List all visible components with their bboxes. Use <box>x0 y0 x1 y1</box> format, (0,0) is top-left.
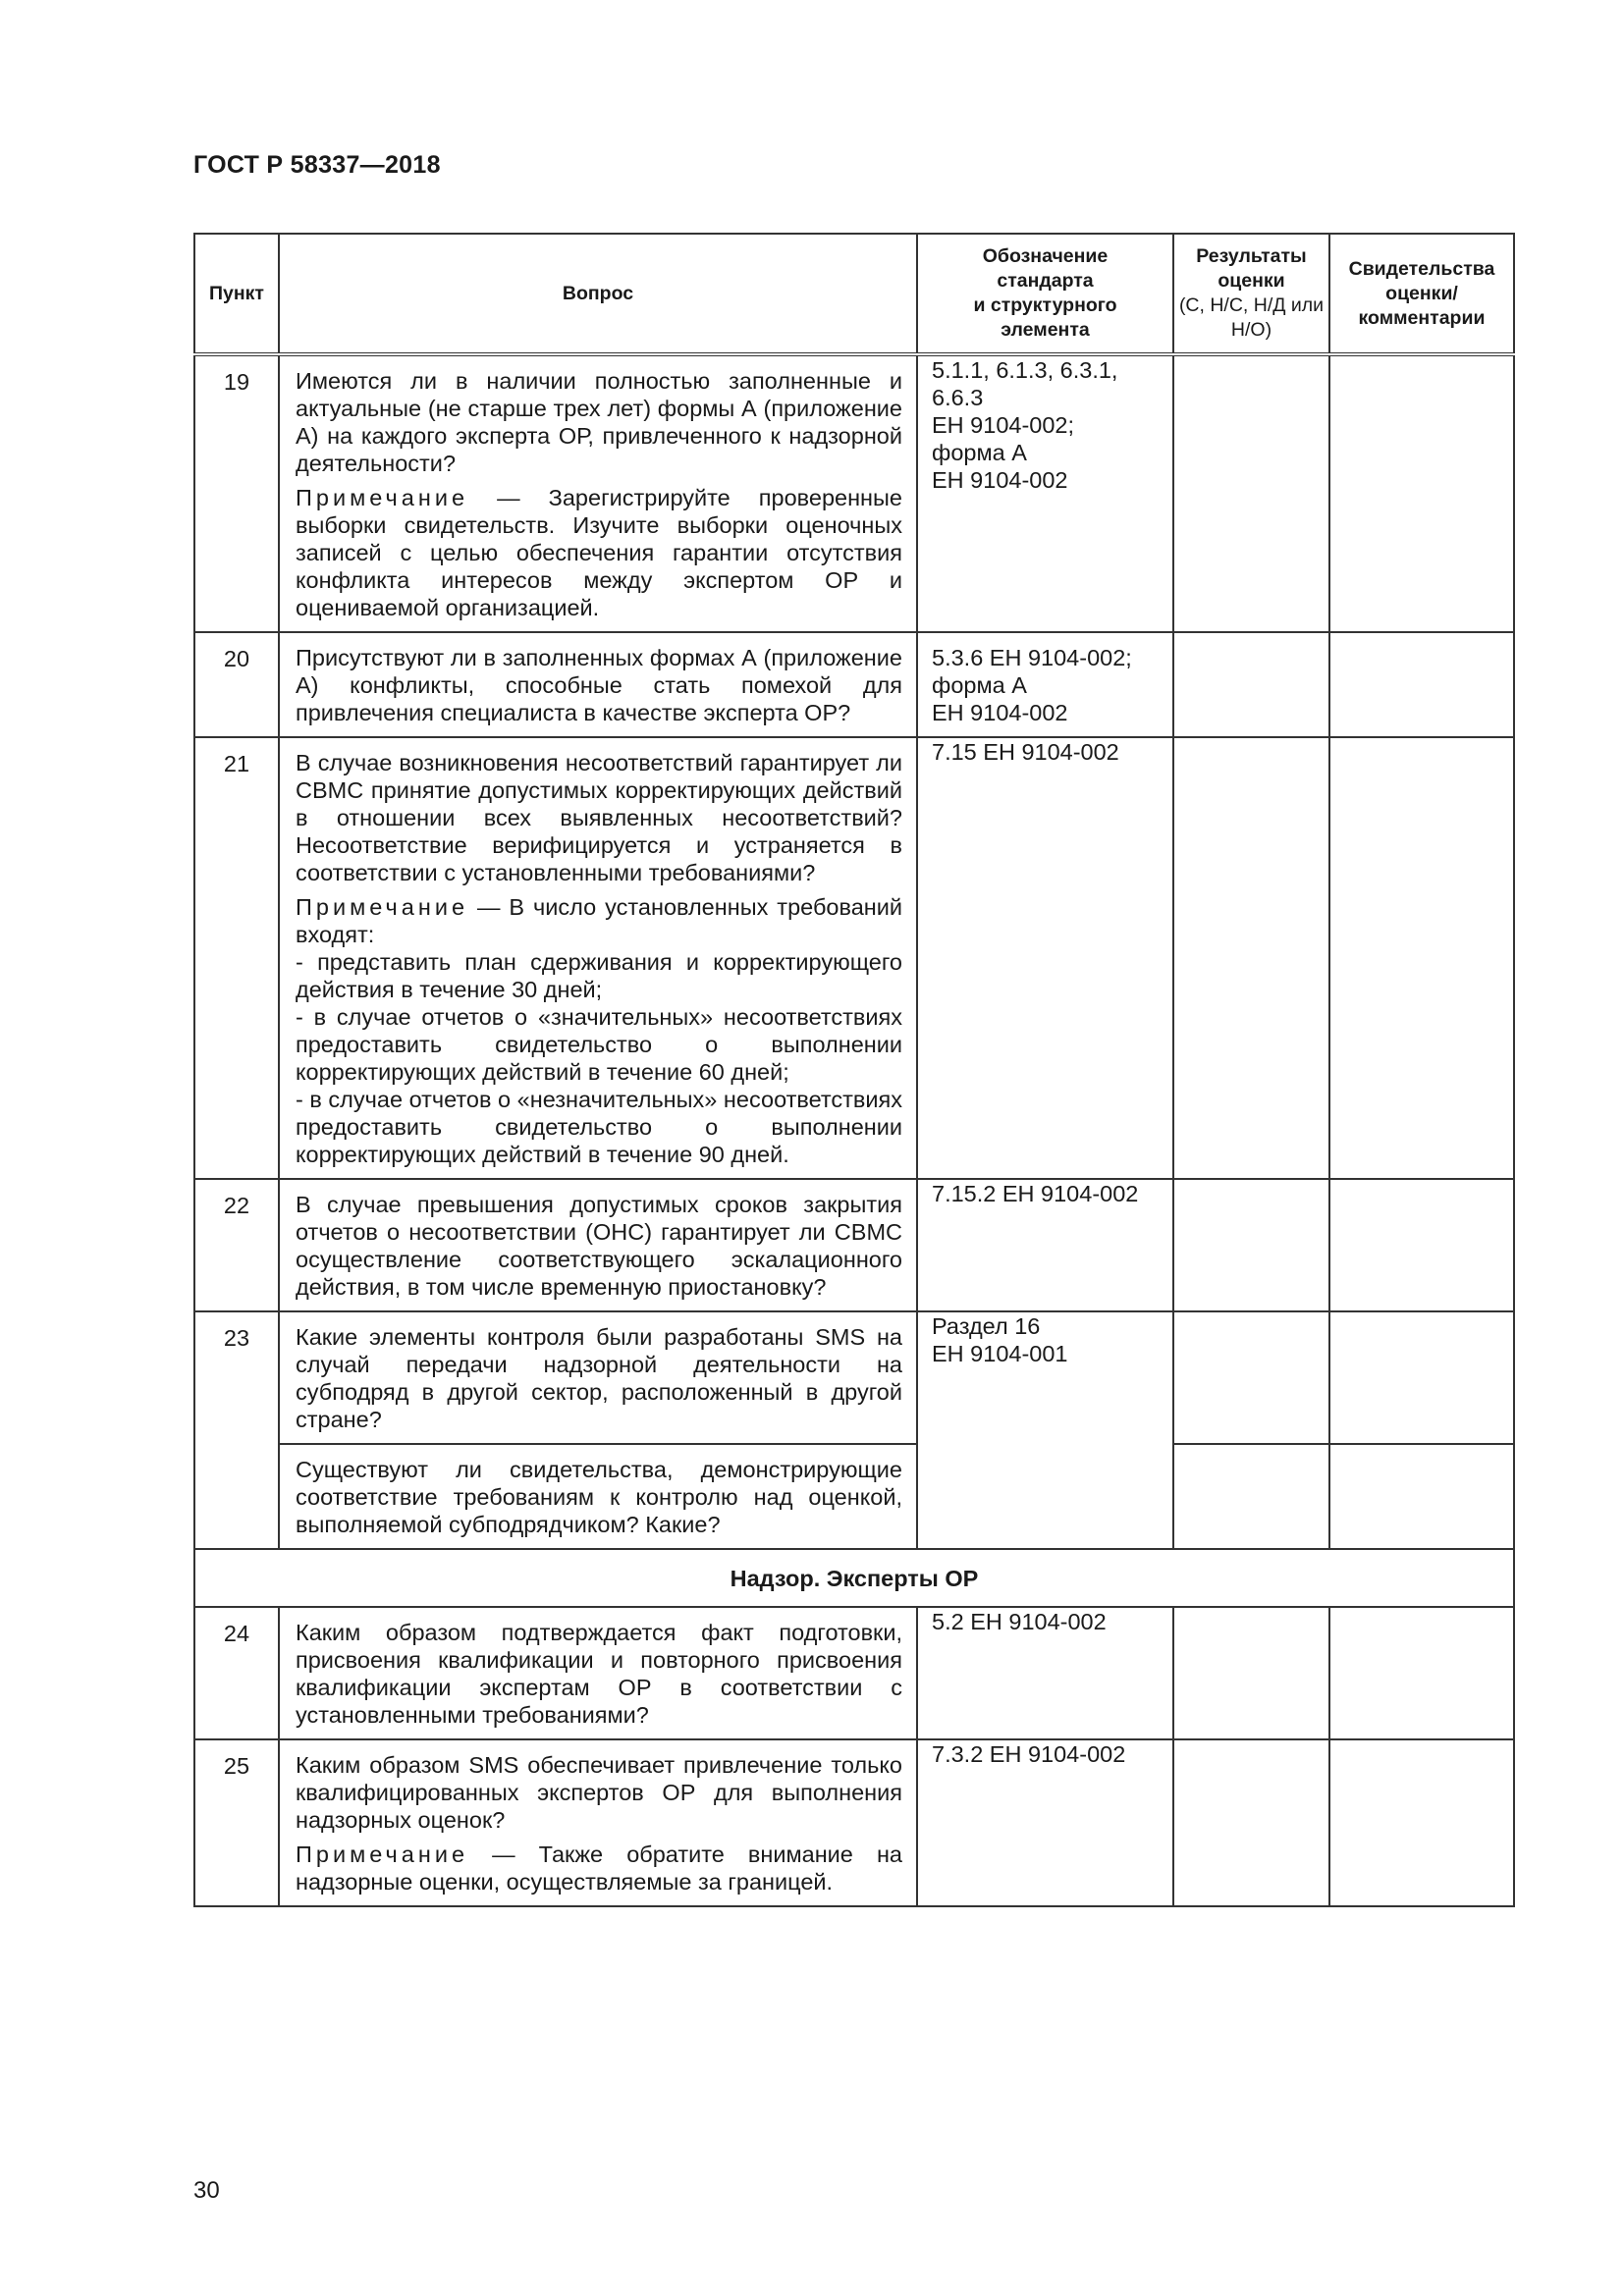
evidence-cell[interactable] <box>1329 1311 1514 1444</box>
standard-cell: 5.2 ЕН 9104-002 <box>917 1607 1173 1739</box>
table-row <box>194 737 1514 1179</box>
question-text: Существуют ли свидетельства, демонстрирующие соответствие требованиям к контролю над оценкой, выполняемой субподрядчиком? Какие? <box>296 1457 902 1537</box>
header-question: Вопрос <box>279 234 917 354</box>
note-list-item: - представить план сдерживания и корректирующего действия в течение 30 дней; <box>296 949 902 1002</box>
standard-cell: Раздел 16 ЕН 9104-001 <box>917 1311 1173 1549</box>
note-list-item: - в случае отчетов о «незначительных» несоответствиях предоставить свидетельство о выполнении корректирующих действий в течение 90 дней. <box>296 1087 902 1167</box>
evidence-cell[interactable] <box>1329 632 1514 737</box>
table-row <box>194 1607 1514 1739</box>
standard-cell: 7.15 ЕН 9104-002 <box>917 737 1173 1179</box>
results-cell[interactable] <box>1173 1607 1329 1739</box>
table-header-row <box>194 234 1514 354</box>
question-cell <box>279 1444 917 1549</box>
results-cell[interactable] <box>1173 354 1329 632</box>
checklist-table <box>193 233 1515 1907</box>
question-text: Имеются ли в наличии полностью заполненные и актуальные (не старше трех лет) формы А (приложение А) на каждого эксперта ОР, привлеченного к надзорной деятельности? <box>296 368 902 476</box>
header-standard: Обозначение стандарта и структурного элемента <box>917 234 1173 354</box>
table-row <box>194 354 1514 632</box>
question-cell <box>279 1607 917 1739</box>
header-item: Пункт <box>194 234 279 354</box>
evidence-cell[interactable] <box>1329 1739 1514 1906</box>
standard-cell: 5.1.1, 6.1.3, 6.3.1, 6.6.3 ЕН 9104-002; форма А ЕН 9104-002 <box>917 354 1173 632</box>
results-cell[interactable] <box>1173 1311 1329 1444</box>
question-text: Каким образом подтверждается факт подготовки, присвоения квалификации и повторного присвоения квалификации экспертам ОР в соответствии с установленными требованиями? <box>296 1620 902 1728</box>
standard-cell: 7.15.2 ЕН 9104-002 <box>917 1179 1173 1311</box>
results-cell[interactable] <box>1173 1739 1329 1906</box>
item-number: 21 <box>194 737 279 1179</box>
note-list-item: - в случае отчетов о «значительных» несоответствиях предоставить свидетельство о выполнении корректирующих действий в течение 60 дней; <box>296 1004 902 1085</box>
question-cell <box>279 1311 917 1444</box>
note: Примечание — В число установленных требований входят: <box>296 894 902 947</box>
item-number: 22 <box>194 1179 279 1311</box>
question-cell <box>279 1179 917 1311</box>
document-header: ГОСТ Р 58337—2018 <box>193 151 441 179</box>
section-row <box>194 1549 1514 1607</box>
question-cell <box>279 1739 917 1906</box>
table-row <box>194 632 1514 737</box>
question-text: В случае возникновения несоответствий гарантирует ли СВМС принятие допустимых корректирующих действий в отношении всех выявленных несоответствий? Несоответствие верифицируется и устраняется в соответствии с установленными требованиями? <box>296 750 902 885</box>
evidence-cell[interactable] <box>1329 1607 1514 1739</box>
question-text: В случае превышения допустимых сроков закрытия отчетов о несоответствии (ОНС) гарантирует ли СВМС осуществление соответствующего эскалационного действия, в том числе временную приостановку? <box>296 1192 902 1300</box>
table-row <box>194 1739 1514 1906</box>
table-row <box>194 1311 1514 1444</box>
header-evidence: Свидетельства оценки/ комментарии <box>1329 234 1514 354</box>
standard-cell: 7.3.2 ЕН 9104-002 <box>917 1739 1173 1906</box>
results-cell[interactable] <box>1173 1444 1329 1549</box>
question-text: Каким образом SMS обеспечивает привлечение только квалифицированных экспертов ОР для выполнения надзорных оценок? <box>296 1752 902 1833</box>
item-number: 20 <box>194 632 279 737</box>
question-cell <box>279 354 917 632</box>
question-text: Какие элементы контроля были разработаны SMS на случай передачи надзорной деятельности на субподряд в другой сектор, расположенный в другой стране? <box>296 1324 902 1432</box>
page-number: 30 <box>193 2177 220 2204</box>
evidence-cell[interactable] <box>1329 354 1514 632</box>
results-cell[interactable] <box>1173 737 1329 1179</box>
item-number: 24 <box>194 1607 279 1739</box>
section-title: Надзор. Эксперты ОР <box>194 1549 1514 1607</box>
table-row <box>194 1444 1514 1549</box>
item-number: 25 <box>194 1739 279 1906</box>
header-results: Результаты оценки (С, Н/С, Н/Д или Н/О) <box>1173 234 1329 354</box>
results-cell[interactable] <box>1173 1179 1329 1311</box>
item-number: 23 <box>194 1311 279 1549</box>
question-cell <box>279 737 917 1179</box>
evidence-cell[interactable] <box>1329 737 1514 1179</box>
question-text: Присутствуют ли в заполненных формах А (приложение А) конфликты, способные стать помехой для привлечения специалиста в качестве эксперта ОР? <box>296 645 902 725</box>
evidence-cell[interactable] <box>1329 1444 1514 1549</box>
standard-cell: 5.3.6 ЕН 9104-002; форма А ЕН 9104-002 <box>917 632 1173 737</box>
results-cell[interactable] <box>1173 632 1329 737</box>
table-row <box>194 1179 1514 1311</box>
item-number: 19 <box>194 354 279 632</box>
question-cell <box>279 632 917 737</box>
note: Примечание — Зарегистрируйте проверенные выборки свидетельств. Изучите выборки оценочных записей с целью обеспечения гарантии отсутствия конфликта интересов между экспертом ОР и оцениваемой организацией. <box>296 485 902 620</box>
note: Примечание — Также обратите внимание на надзорные оценки, осуществляемые за границей. <box>296 1842 902 1895</box>
evidence-cell[interactable] <box>1329 1179 1514 1311</box>
